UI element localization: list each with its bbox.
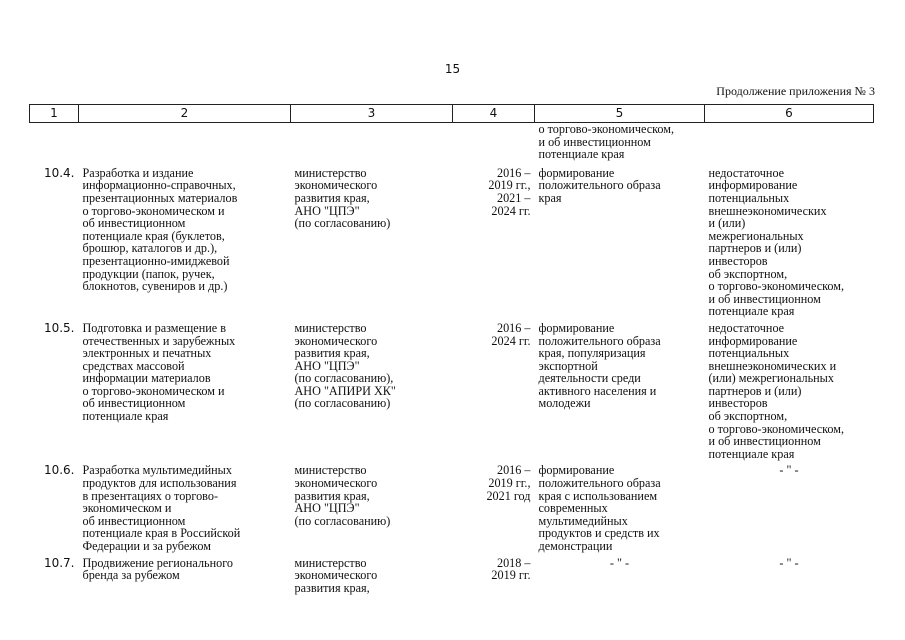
column-header-6: 6: [705, 105, 874, 123]
risk-text: - " -: [779, 463, 799, 478]
appendix-continuation-note: Продолжение приложения № 3: [716, 84, 875, 98]
item-number: 10.6.: [43, 463, 75, 478]
table-header-row: [30, 105, 874, 123]
executor-text: министерство экономического развития края,: [294, 555, 378, 595]
table-row: [30, 557, 874, 599]
risk-text: недостаточное информирование потенциальных внешнеэкономических и (или) межрегиональных партнеров и (или) инвесторов об экспортном, о торгово-экономическом, и об инвестиционном потенциале края: [708, 320, 845, 461]
column-header-4: 4: [453, 105, 535, 123]
item-number: 10.7.: [43, 555, 75, 570]
activity-text: Подготовка и размещение в отечественных и зарубежных электронных и печатных средствах массовой информации материалов о торгово-экономическом и об инвестиционном потенциале края: [82, 320, 236, 424]
activity-text: Продвижение регионального бренда за рубежом: [82, 555, 233, 583]
table-row: [30, 464, 874, 556]
risk-text: - " -: [779, 555, 799, 570]
item-number: 10.4.: [43, 165, 75, 180]
page-number: 15: [444, 62, 461, 76]
carryover-row: [30, 123, 874, 167]
risk-text: недостаточное информирование потенциальных внешнеэкономических и (или) межрегиональных партнеров и (или) инвесторов об экспортном, о торгово-экономическом, и об инвестиционном потенциале края: [708, 165, 845, 319]
activity-text: Разработка мультимедийных продуктов для использования в презентациях о торгово- экономическом и об инвестиционном потенциале края в Российской Федерации и за рубежом: [82, 463, 241, 553]
years-text: 2016 – 2019 гг., 2021 – 2024 гг.: [488, 165, 531, 218]
column-header-3: 3: [291, 105, 453, 123]
executor-text: министерство экономического развития края, АНО "ЦПЭ" (по согласованию): [294, 463, 391, 528]
item-number: 10.5.: [43, 320, 75, 335]
table-row: [30, 167, 874, 322]
executor-text: министерство экономического развития края, АНО "ЦПЭ" (по согласованию): [294, 165, 391, 231]
column-header-1: 1: [30, 105, 79, 123]
column-header-2: 2: [79, 105, 291, 123]
executor-text: министерство экономического развития края, АНО "ЦПЭ" (по согласованию), АНО "АПИРИ ХК" (по согласованию): [294, 320, 396, 411]
result-text: - " -: [609, 555, 630, 570]
years-text: 2016 – 2019 гг., 2021 год: [486, 463, 531, 503]
result-text: формирование положительного образа края, популяризация экспортной деятельности среди активного населения и молодежи: [538, 320, 661, 411]
years-text: 2016 – 2024 гг.: [491, 320, 531, 348]
activity-text: Разработка и издание информационно-справочных, презентационных материалов о торгово-экономическом и об инвестиционном потенциале края (буклетов, брошюр, каталогов и др.), презентационно-имиджевой продукции (папок, ручек, блокнотов, сувениров и др.): [82, 165, 238, 294]
result-text: формирование положительного образа края: [538, 165, 661, 205]
table-row: [30, 322, 874, 465]
appendix-table: [29, 104, 874, 598]
column-header-5: 5: [535, 105, 705, 123]
years-text: 2018 – 2019 гг.: [491, 555, 531, 583]
result-text: формирование положительного образа края с использованием современных мультимедийных продуктов и средств их демонстрации: [538, 463, 661, 553]
carryover-result-text: о торгово-экономическом, и об инвестиционном потенциале края: [538, 122, 675, 162]
